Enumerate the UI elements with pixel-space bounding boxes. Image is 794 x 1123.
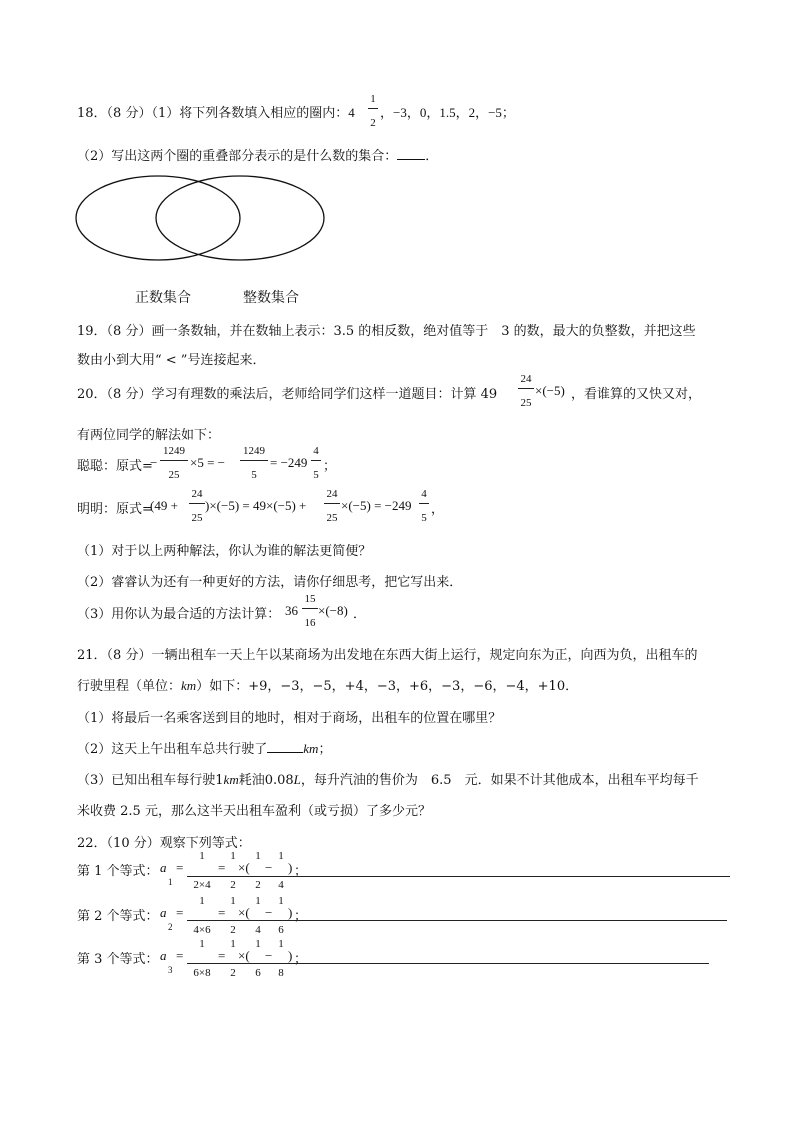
q18-line2 [77,145,438,164]
eq3-d1: 6 [255,967,261,979]
eq2-rule [187,920,727,921]
eq3-minus: − [265,948,273,963]
q21-sub3-line2: 米收费 2.5 元，那么这半天出租车盈利（或亏损）了多少元？ [77,804,431,819]
eq2-den: 4×6 [193,924,211,936]
mm-bar1 [189,503,205,504]
cc-end: ； [323,459,337,474]
eq1-d1: 2 [255,879,261,891]
eq1-close: ) [288,860,293,875]
set-label-positive: 正数集合 [135,290,191,306]
eq3-half-num: 1 [230,938,236,950]
mm-b: )×(−5) = 49×(−5) + [205,498,307,513]
q21-sub3-a: （3）已知出租车每行驶1 [77,773,224,788]
mm-a: (49 + [150,498,178,513]
calc-bar [518,388,534,389]
eq1-eq2: = [218,860,226,875]
eq3-rule [187,963,709,964]
sub3-end: ． [353,607,367,622]
unit-km-3: km [223,772,239,787]
eq2-p2: 1 [278,895,284,907]
cc-bar2 [240,460,268,461]
q20-sub3-text: （3）用你认为最合适的方法计算： [77,607,281,622]
eq3-d2: 8 [278,967,284,979]
cc-mid: ×5 = − [190,455,225,470]
cc-den1: 25 [168,469,180,481]
q20-sub3 [77,603,280,622]
unit-km-2: km [303,741,319,756]
sub3-num: 15 [304,593,316,605]
eq2-end: ； [294,909,308,924]
eq2-num: 1 [199,895,205,907]
q21-mileage: ）如下：+9，−3，−5，+4，−3，+6，−3，−6，−4，+10． [196,679,579,694]
q19-line1: 19．（8 分）画一条数轴，并在数轴上表示：3.5 的相反数，绝对值等于 3 的数，最大的负整数，并把这些 [77,324,696,339]
eq3-paren: ×( [238,948,250,963]
unit-km: km [181,678,197,693]
eq1-a: a [160,860,167,875]
eq3-label: 第 3 个等式： [77,952,159,967]
sub3-den: 16 [304,617,316,629]
q20-sub1: （1）对于以上两种解法，你认为谁的解法更简便？ [77,544,372,559]
cc-num3: 4 [313,445,319,457]
mixed-den: 2 [370,117,376,129]
q21-line2 [77,675,578,694]
eq2-eq2: = [218,905,226,920]
q21-sub2-end: ； [318,742,332,757]
mingming-label: 明明：原式= [77,502,153,517]
eq3-sub: 3 [168,965,173,975]
calc-den: 25 [520,397,532,409]
eq1-half-num: 1 [230,850,236,862]
eq2-half-num: 1 [230,895,236,907]
eq3-p2: 1 [278,938,284,950]
distance-blank[interactable] [267,740,303,753]
eq1-p1: 1 [255,850,261,862]
eq3-eq2: = [218,948,226,963]
positive-set-circle [76,176,240,260]
calc-num: 24 [520,373,532,385]
q21-sub3 [77,769,699,788]
eq2-half-den: 2 [230,924,236,936]
mm-num1: 24 [191,488,203,500]
mixed-bar [368,108,378,109]
eq3-close: ) [288,948,293,963]
sub3-bar [302,608,318,609]
eq2-a: a [160,905,167,920]
q21-sub3-c: ，每升汽油的售价为 6.5 元．如果不计其他成本，出租车平均每千 [300,773,699,788]
q18-line1 [77,102,355,121]
eq2-sub: 2 [168,922,173,932]
q21-sub3-b: 耗油0.08 [238,773,294,788]
cc-bar1 [160,460,188,461]
eq1-minus: − [265,860,273,875]
eq3-eq: = [176,948,184,963]
q19-line2: 数由小到大用“ < ”号连接起来． [77,353,266,368]
eq1-sub: 1 [168,877,173,887]
eq2-label: 第 2 个等式： [77,909,159,924]
period: ． [425,149,439,164]
q20-sub2: （2）睿睿认为还有一种更好的方法，请你仔细思考，把它写出来． [77,575,463,590]
eq1-end: ； [294,864,308,879]
mm-bar3 [419,503,429,504]
mixed-whole: 4 [348,105,355,120]
eq3-p1: 1 [255,938,261,950]
eq2-eq: = [176,905,184,920]
eq2-minus: − [265,905,273,920]
mixed-num: 1 [370,93,376,105]
eq2-d2: 6 [278,924,284,936]
q18-numbers: ，−3，0，1.5，2，−5； [380,105,515,120]
eq3-num: 1 [199,938,205,950]
venn-diagram [70,172,340,272]
q20-line2: 有两位同学的解法如下： [77,428,221,443]
eq1-half-den: 2 [230,879,236,891]
cc-num1: 1249 [163,445,185,457]
calc-rest: ×(−5) [535,383,565,398]
mm-den1: 25 [191,512,203,524]
eq1-label: 第 1 个等式： [77,864,159,879]
mm-end: ， [431,502,445,517]
mm-den2: 25 [326,512,338,524]
eq1-den: 2×4 [193,879,211,891]
answer-blank[interactable] [397,147,425,160]
cc-den2: 5 [251,469,257,481]
eq1-rule [187,876,730,877]
eq1-num: 1 [199,850,205,862]
q21-sub2-text: （2）这天上午出租车总共行驶了 [77,742,268,757]
eq2-paren: ×( [238,905,250,920]
cc-den3: 5 [313,469,319,481]
eq3-a: a [160,948,167,963]
q18-sub2: （2）写出这两个圈的重叠部分表示的是什么数的集合： [77,149,398,164]
cc-eq: = −249 [270,455,308,470]
mm-num2: 24 [326,488,338,500]
cc-num2: 1249 [243,445,265,457]
q20-line1b: ，看谁算的又快又对， [571,387,702,402]
q22-line1: 22．（10 分）观察下列等式： [77,836,251,851]
cc-bar3 [311,460,321,461]
mm-den3: 5 [421,512,427,524]
eq3-half-den: 2 [230,967,236,979]
eq3-den: 6×8 [193,967,211,979]
sub3-rest: ×(−8) [318,603,348,618]
eq1-d2: 4 [278,879,284,891]
eq2-p1: 1 [255,895,261,907]
sub3-whole: 36 [285,603,298,618]
eq2-d1: 4 [255,924,261,936]
q21-sub1: （1）将最后一名乘客送到目的地时，相对于商场，出租车的位置在哪里？ [77,711,502,726]
q20-line1a: 20．（8 分）学习有理数的乘法后，老师给同学们这样一道题目：计算 49 [77,387,498,402]
q21-sub2 [77,738,331,757]
eq1-eq: = [176,860,184,875]
q18-prompt: 18．（8 分）（1）将下列各数填入相应的圈内： [77,106,349,121]
cc-minus: − [150,455,158,470]
congcong-label: 聪聪：原式= [77,459,153,474]
eq2-close: ) [288,905,293,920]
mm-bar2 [324,503,340,504]
eq1-paren: ×( [238,860,250,875]
eq3-end: ； [294,952,308,967]
q21-line2a: 行驶里程（单位： [77,679,182,694]
set-label-integer: 整数集合 [243,290,299,306]
mm-c: ×(−5) = −249 [341,498,412,513]
eq1-p2: 1 [278,850,284,862]
mm-num3: 4 [421,488,427,500]
q21-line1: 21．（8 分）一辆出租车一天上午以某商场为出发地在东西大街上运行，规定向东为正，向西为负，出租车的 [77,648,698,663]
unit-liter: L [293,772,301,787]
